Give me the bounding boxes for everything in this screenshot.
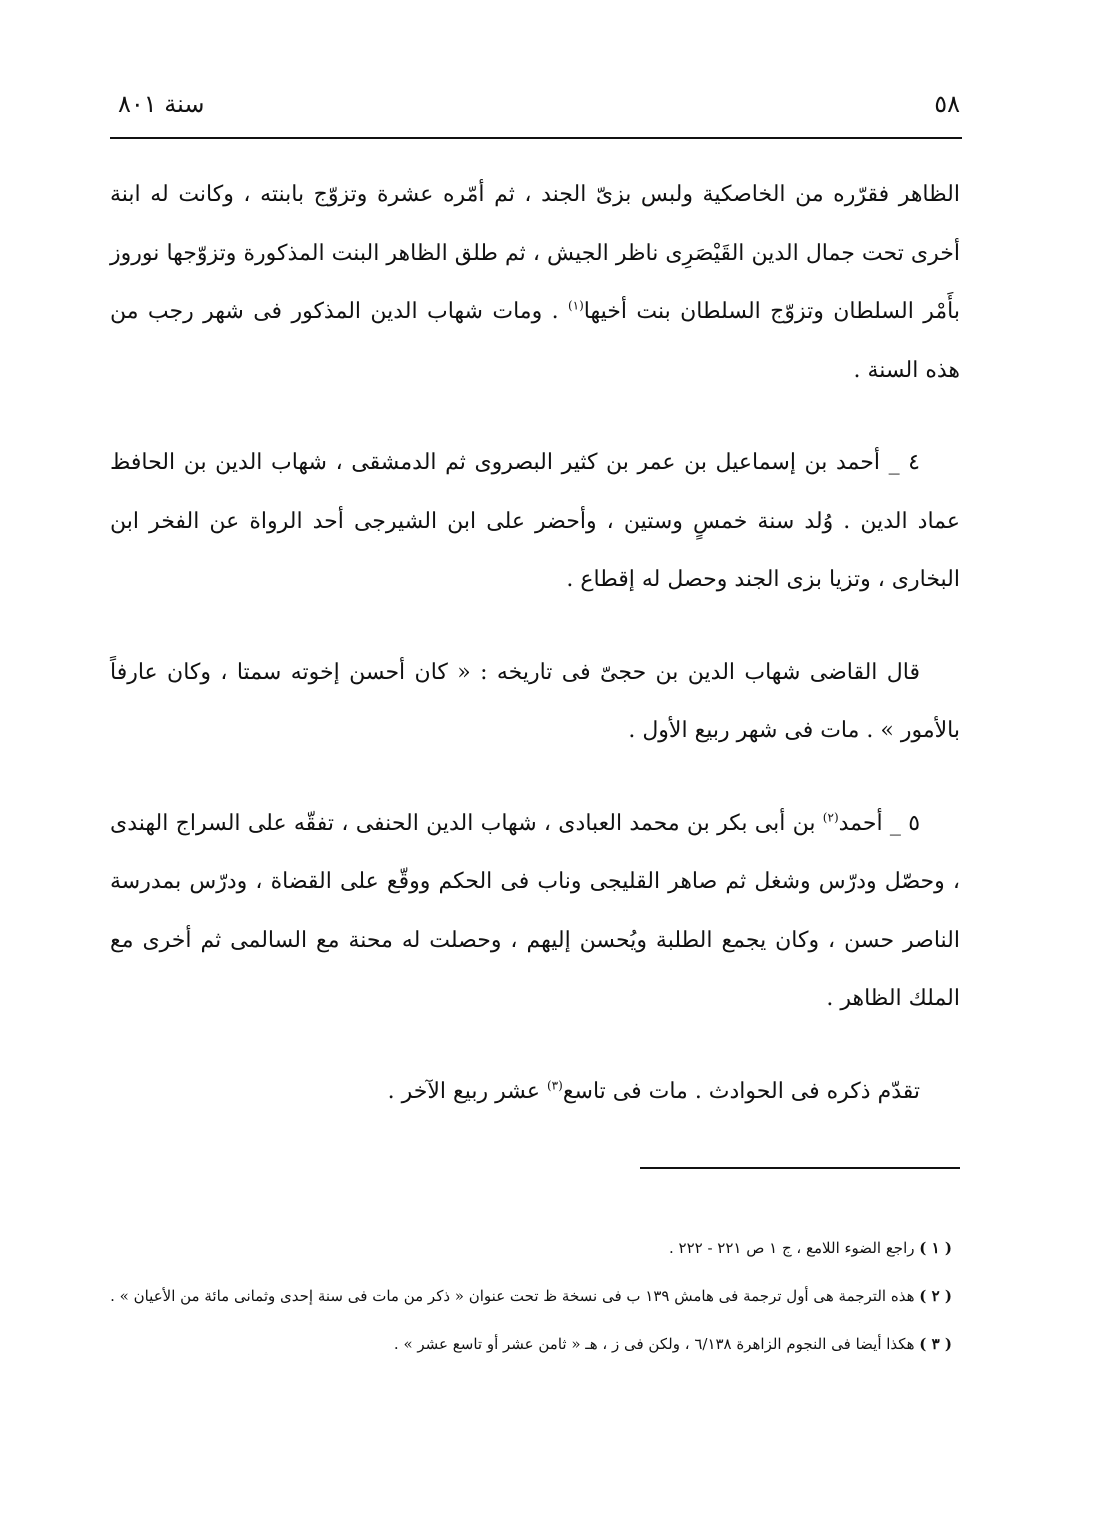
paragraph-4: ٥ _ أحمد$^{(٢)}$ بن أبى بكر بن محمد العبادى ، شهاب الدين الحنفى ، تفقّه على السراج الهندى ، وحصّل ودرّس وشغل ثم صاهر القليجى وناب فى الحكم ووقّع على القضاة ، ودرّس بمدرسة الناصر حسن ، وكان يجمع الطلبة ويُحسن إليهم ، وحصلت له محنة مع السالمى ثم أخرى مع الملك الظاهر . (110, 810, 960, 1011)
footnote-ref-2: (٢) (822, 810, 839, 825)
footnote-3: ( ٣ ) هكذا أيضا فى النجوم الزاهرة ٦/١٣٨ ، ولكن فى ز ، هـ « ثامن عشر أو تاسع عشر » . (393, 1335, 952, 1353)
page-number: ٥٨ (934, 90, 960, 118)
running-head: سنة ٨٠١ (118, 90, 205, 118)
footnotes (110, 1230, 960, 1374)
main-text (110, 166, 960, 1121)
paragraph-2: ٤ _ أحمد بن إسماعيل بن عمر بن كثير البصروى ثم الدمشقى ، شهاب الدين بن الحافظ عماد الدين . وُلد سنة خمسٍ وستين ، وأحضر على ابن الشيرجى أحد الرواة عن الفخر ابن البخارى ، وتزيا بزى الجند وحصل له إقطاع . (110, 450, 960, 592)
footnote-ref-1: (١) (567, 298, 584, 313)
page-header (110, 90, 960, 130)
footnote-rule (640, 1167, 960, 1169)
paragraph-5: تقدّم ذكره فى الحوادث . مات فى تاسع$^{(٣)}$ عشر ربيع الآخر . (387, 1078, 920, 1104)
paragraph-1: الظاهر فقرّره من الخاصكية ولبس بزىّ الجند ، ثم أمّره عشرة وتزوّج بابنته ، وكانت له ابنة أخرى تحت جمال الدين القَيْصَرِى ناظر الجيش ، ثم طلق الظاهر البنت المذكورة وتزوّجها نوروز بأَمْر السلطان وتزوّج السلطان بنت أخيها$^{(١)}$ . ومات شهاب الدين المذكور فى شهر رجب من هذه السنة . (110, 182, 960, 383)
footnote-2: ( ٢ ) هذه الترجمة هى أول ترجمة فى هامش ١٣٩ ب فى نسخة ظ تحت عنوان « ذكر من مات فى سنة إحدى وثمانى مائة من الأعيان » . (110, 1287, 952, 1305)
footnote-1: ( ١ ) راجع الضوء اللامع ، ج ١ ص ٢٢١ - ٢٢٢ . (668, 1239, 952, 1257)
paragraph-3: قال القاضى شهاب الدين بن حجىّ فى تاريخه : « كان أحسن إخوته سمتا ، وكان عارفاً بالأمور » . مات فى شهر ربيع الأول . (110, 659, 960, 743)
header-rule (110, 137, 962, 139)
footnote-ref-3: (٣) (546, 1078, 563, 1093)
